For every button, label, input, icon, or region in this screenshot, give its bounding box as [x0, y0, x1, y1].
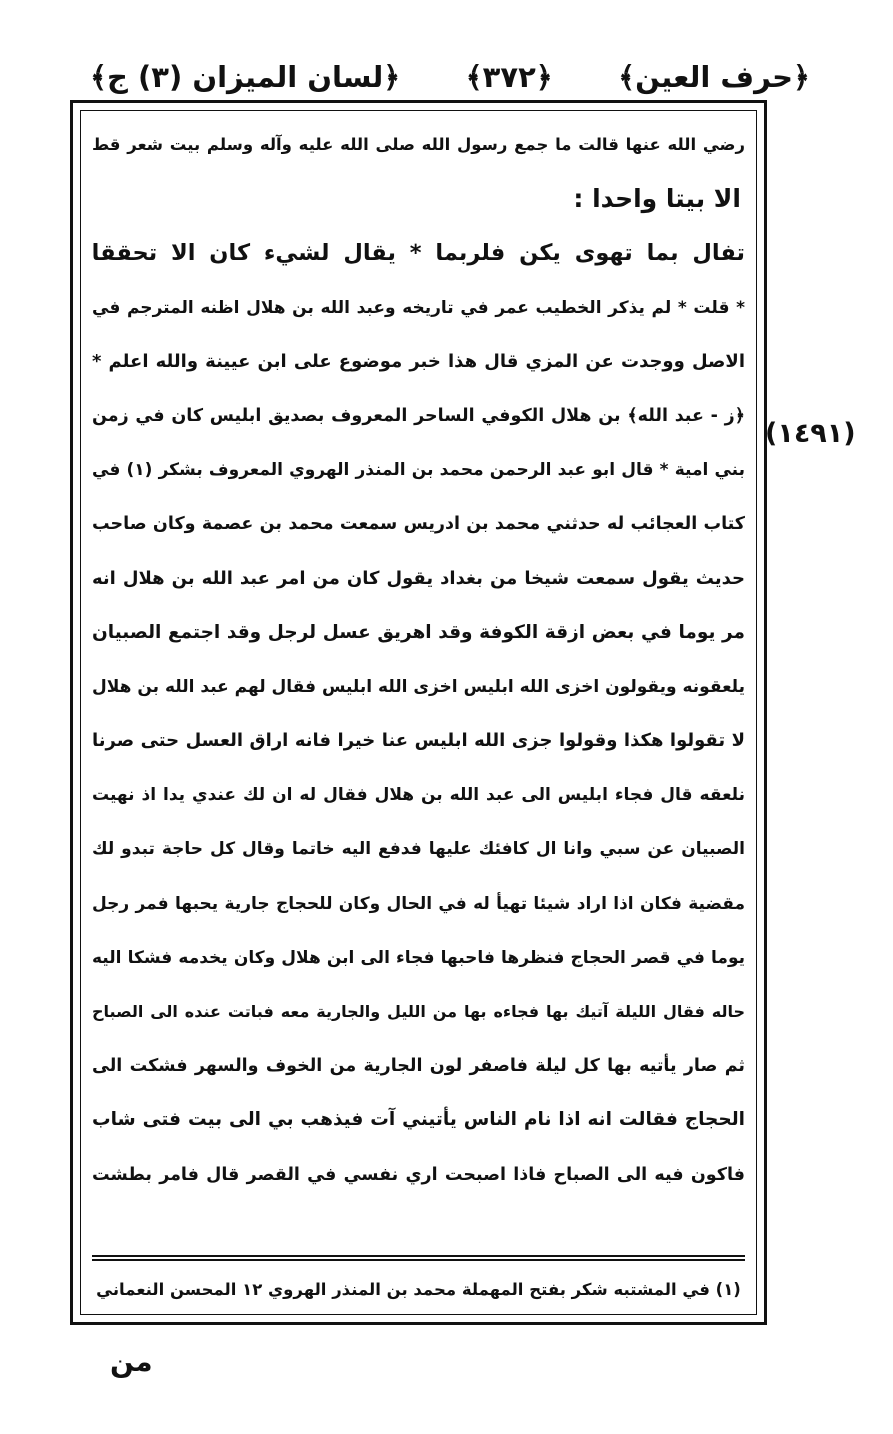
text-line: يلعقونه ويقولون اخزى الله ابليس اخزى الله ابليس فقال لهم عبد الله بن هلال — [92, 676, 745, 697]
text-line: الا بيتا واحدا : — [573, 184, 741, 214]
text-line: بني امية * قال ابو عبد الرحمن محمد بن المنذر الهروي المعروف بشكر (١) في — [92, 460, 745, 481]
text-line: الحجاج فقالت انه اذا نام الناس يأتيني آت فيذهب بي الى بيت فتى شاب — [92, 1109, 745, 1131]
text-line: ﴿ز - عبد الله﴾ بن هلال الكوفي الساحر المعروف بصديق ابليس كان في زمن — [92, 405, 745, 426]
text-line: الاصل ووجدت عن المزي قال هذا خبر موضوع على ابن عيينة والله اعلم * — [92, 350, 745, 372]
main-text — [92, 118, 745, 1202]
text-line: لا تقولوا هكذا وقولوا جزى الله ابليس عنا خيرا فانه اراق العسل حتى صرنا — [92, 730, 745, 752]
text-line: مر يوما في بعض ازقة الكوفة وقد اهريق عسل لرجل وقد اجتمع الصبيان — [92, 621, 745, 643]
text-line: الصبيان عن سبي وانا ال كافئك عليها فدفع اليه خاتما وقال كل حاجة تبدو لك — [92, 839, 745, 860]
text-line: رضي الله عنها قالت ما جمع رسول الله صلى الله عليه وآله وسلم بيت شعر قط — [92, 135, 745, 154]
text-line: * قلت * لم يذكر الخطيب عمر في تاريخه وعبد الله بن هلال اظنه المترجم في — [92, 297, 745, 318]
footnote-rule — [92, 1255, 745, 1257]
section-title: ﴿حرف العين﴾ — [618, 60, 810, 94]
text-line: فاكون فيه الى الصباح فاذا اصبحت اري نفسي في القصر قال فامر بطشت — [92, 1164, 745, 1185]
catchword: من — [110, 1345, 153, 1378]
running-header — [90, 52, 810, 102]
footnote-rule — [92, 1259, 745, 1261]
page-number: ﴿٣٧٢﴾ — [465, 60, 553, 94]
book-title: ﴿لسان الميزان (٣) ج﴾ — [90, 60, 401, 94]
text-line: ثم صار يأتيه بها كل ليلة فاصفر لون الجارية من الخوف والسهر فشكت الى — [92, 1056, 745, 1077]
text-line: نلعقه قال فجاء ابليس الى عبد الله بن هلال فقال له ان لك عندي يدا اذ نهيت — [92, 785, 745, 806]
text-line: كتاب العجائب له حدثني محمد بن ادريس سمعت محمد بن عصمة وكان صاحب — [92, 514, 745, 535]
text-line: يوما في قصر الحجاج فنظرها فاحبها فجاء الى ابن هلال وكان يخدمه فشكا اليه — [92, 947, 745, 968]
text-line: حاله فقال الليلة آتيك بها فجاءه بها من الليل والجارية معه فباتت عنده الى الصباح — [92, 1002, 745, 1021]
entry-number: (١٤٩١) — [765, 418, 856, 449]
verse-line: تفال بما تهوى يكن فلربما * يقال لشيء كان الا تحققا — [92, 240, 745, 267]
text-line: حديث يقول سمعت شيخا من بغداد يقول كان من امر عبد الله بن هلال انه — [92, 567, 745, 589]
text-line: مقضية فكان اذا اراد شيئا تهيأ له في الحال وكان للحجاج جارية يحبها فمر رجل — [92, 893, 745, 914]
footnote: (١) في المشتبه شكر بفتح المهملة محمد بن المنذر الهروي ١٢ المحسن النعماني — [96, 1280, 741, 1299]
